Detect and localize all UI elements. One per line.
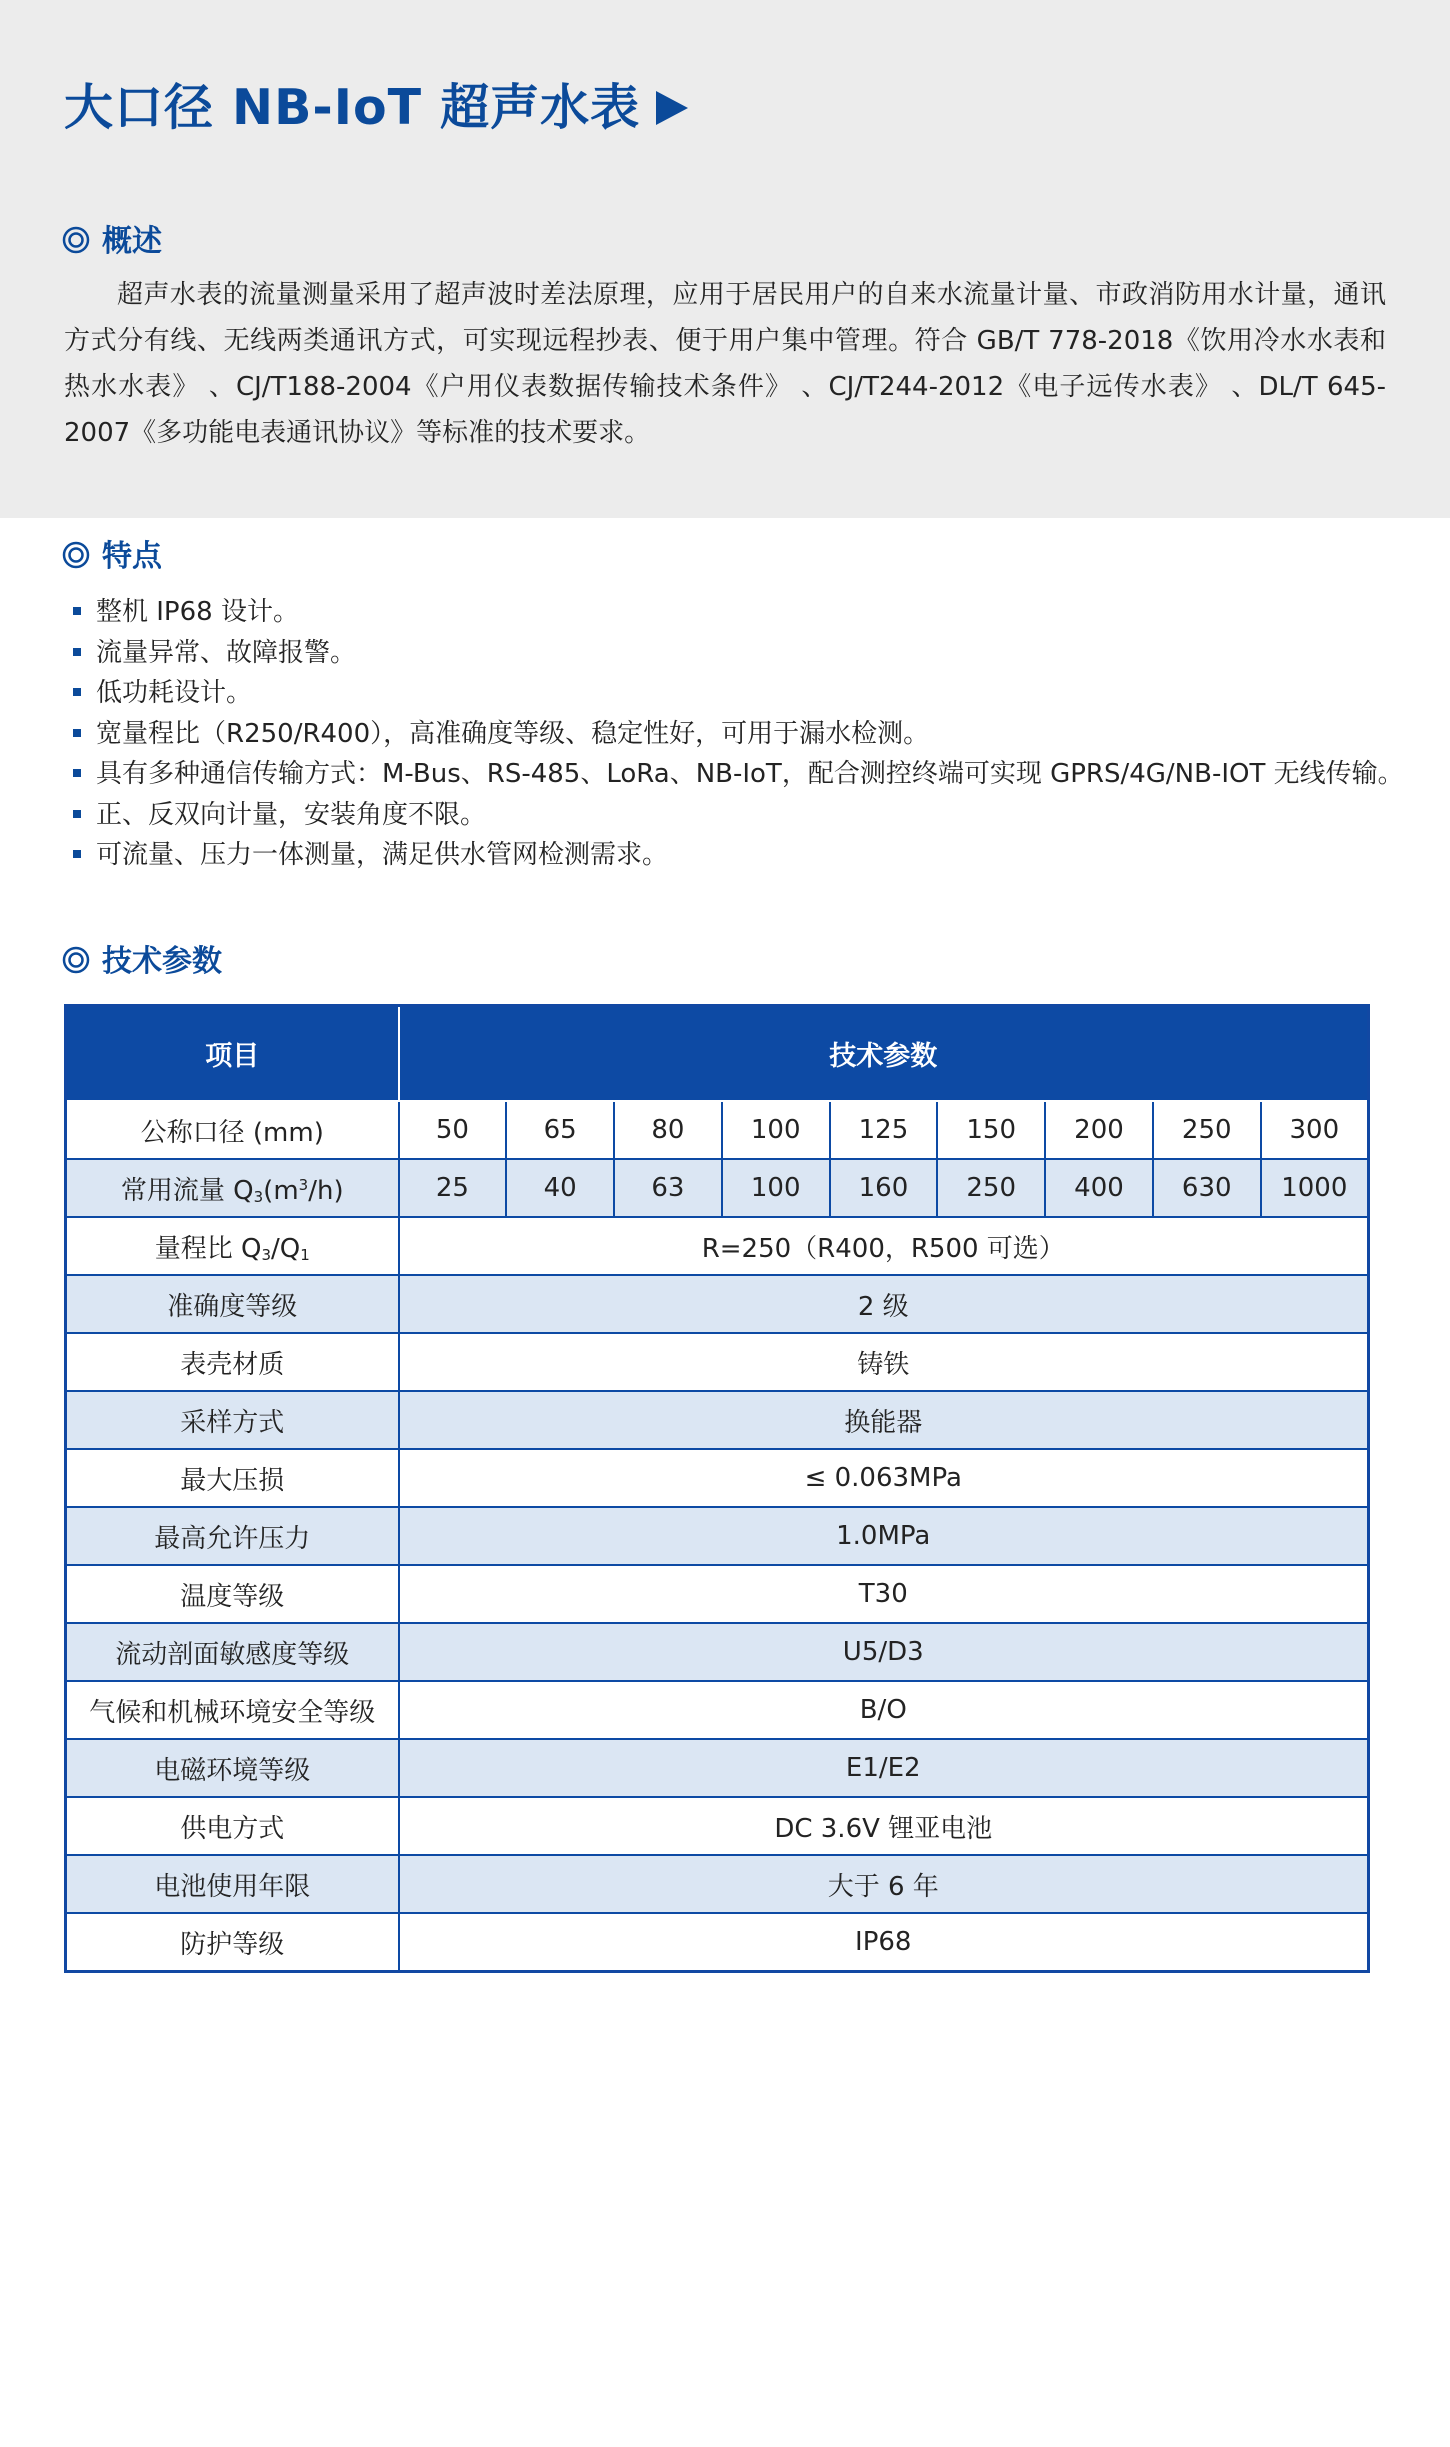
spec-table [64, 1004, 1370, 1973]
row-label: 最高允许压力 [66, 1507, 399, 1565]
table-row [66, 1681, 1369, 1739]
row-label [66, 1159, 399, 1217]
table-row [66, 1565, 1369, 1623]
square-bullet-icon [73, 810, 81, 818]
table-row [66, 1217, 1369, 1275]
table-cell: 300 [1261, 1101, 1369, 1159]
table-cell: ≤ 0.063MPa [399, 1449, 1369, 1507]
table-cell: 2 级 [399, 1275, 1369, 1333]
table-cell: 80 [614, 1101, 722, 1159]
table-cell: 250 [1153, 1101, 1261, 1159]
features-heading [62, 537, 162, 577]
label-superscript: 3 [298, 1175, 309, 1194]
table-row [66, 1159, 1369, 1217]
list-item [64, 795, 1404, 836]
table-row [66, 1797, 1369, 1855]
specs-heading [62, 942, 222, 982]
table-cell: 125 [830, 1101, 938, 1159]
table-cell: 1000 [1261, 1159, 1369, 1217]
table-cell: R=250（R400，R500 可选） [399, 1217, 1369, 1275]
square-bullet-icon [73, 769, 81, 777]
list-item-text: 可流量、压力一体测量，满足供水管网检测需求。 [96, 840, 669, 870]
square-bullet-icon [73, 729, 81, 737]
label-part: /h) [308, 1175, 344, 1206]
double-circle-icon [62, 540, 90, 568]
label-subscript: 1 [300, 1245, 310, 1264]
list-item [64, 754, 1404, 795]
table-cell: 250 [937, 1159, 1045, 1217]
table-cell: 50 [399, 1101, 507, 1159]
features-heading-text: 特点 [102, 539, 162, 574]
list-item-text: 宽量程比（R250/R400），高准确度等级、稳定性好，可用于漏水检测。 [96, 718, 930, 749]
label-part: /Q [271, 1233, 301, 1264]
row-label: 电磁环境等级 [66, 1739, 399, 1797]
double-circle-icon [62, 225, 90, 253]
features-list [64, 592, 1404, 876]
row-label: 供电方式 [66, 1797, 399, 1855]
table-row [66, 1333, 1369, 1391]
row-label: 防护等级 [66, 1913, 399, 1972]
table-cell: T30 [399, 1565, 1369, 1623]
table-row [66, 1449, 1369, 1507]
square-bullet-icon [73, 850, 81, 858]
table-row [66, 1739, 1369, 1797]
square-bullet-icon [73, 648, 81, 656]
row-label: 准确度等级 [66, 1275, 399, 1333]
table-cell: 100 [722, 1101, 830, 1159]
row-label: 公称口径 (mm) [66, 1101, 399, 1159]
column-header-item: 项目 [66, 1006, 399, 1102]
column-header-value: 技术参数 [399, 1006, 1369, 1102]
row-label: 电池使用年限 [66, 1855, 399, 1913]
row-label: 温度等级 [66, 1565, 399, 1623]
list-item [64, 673, 1404, 714]
list-item [64, 714, 1404, 755]
row-label [66, 1217, 399, 1275]
table-cell: 换能器 [399, 1391, 1369, 1449]
overview-text: 超声水表的流量测量采用了超声波时差法原理，应用于居民用户的自来水流量计量、市政消防用水计量，通讯方式分有线、无线两类通讯方式，可实现远程抄表、便于用户集中管理。符合 GB/T 778-2018《饮用冷水水表和热水水表》 、CJ/T188-2004《户用仪表数据传输技术条件》 、CJ/T244-2012《电子远传水表》 、DL/T 645-2007《多功能电表通讯协议》等标准的技术要求。 [64, 280, 1386, 448]
table-row [66, 1391, 1369, 1449]
table-header-row [66, 1006, 1369, 1102]
table-cell: IP68 [399, 1913, 1369, 1972]
table-cell: 400 [1045, 1159, 1153, 1217]
table-cell: U5/D3 [399, 1623, 1369, 1681]
list-item [64, 633, 1404, 674]
table-cell: 160 [830, 1159, 938, 1217]
table-cell: 大于 6 年 [399, 1855, 1369, 1913]
overview-heading-text: 概述 [102, 224, 162, 259]
label-subscript: 3 [253, 1187, 264, 1206]
row-label: 流动剖面敏感度等级 [66, 1623, 399, 1681]
table-row [66, 1623, 1369, 1681]
list-item-text: 流量异常、故障报警。 [96, 637, 357, 668]
table-row [66, 1507, 1369, 1565]
row-label: 气候和机械环境安全等级 [66, 1681, 399, 1739]
list-item-text: 正、反双向计量，安装角度不限。 [96, 799, 487, 830]
table-cell: 200 [1045, 1101, 1153, 1159]
double-circle-icon [62, 945, 90, 973]
square-bullet-icon [73, 607, 81, 615]
table-cell: 630 [1153, 1159, 1261, 1217]
overview-heading [62, 222, 162, 262]
list-item [64, 835, 1404, 876]
table-cell: B/O [399, 1681, 1369, 1739]
label-part: 常用流量 Q [120, 1175, 254, 1206]
square-bullet-icon [73, 688, 81, 696]
label-part: (m [263, 1175, 299, 1206]
list-item-text: 整机 IP68 设计。 [96, 597, 299, 627]
table-row [66, 1101, 1369, 1159]
table-cell: DC 3.6V 锂亚电池 [399, 1797, 1369, 1855]
table-cell: 63 [614, 1159, 722, 1217]
table-cell: 150 [937, 1101, 1045, 1159]
table-row [66, 1913, 1369, 1972]
row-label: 采样方式 [66, 1391, 399, 1449]
list-item [64, 592, 1404, 633]
table-cell: 40 [506, 1159, 614, 1217]
table-row [66, 1855, 1369, 1913]
table-row [66, 1275, 1369, 1333]
label-part: 量程比 Q [154, 1233, 262, 1264]
play-triangle-icon [654, 81, 690, 141]
list-item-text: 具有多种通信传输方式：M-Bus、RS-485、LoRa、NB-IoT，配合测控终端可实现 GPRS/4G/NB-IOT 无线传输。 [96, 759, 1404, 789]
page-title [64, 78, 690, 141]
row-label: 表壳材质 [66, 1333, 399, 1391]
row-label: 最大压损 [66, 1449, 399, 1507]
table-cell: 铸铁 [399, 1333, 1369, 1391]
table-cell: 65 [506, 1101, 614, 1159]
label-subscript: 3 [261, 1245, 271, 1264]
specs-heading-text: 技术参数 [102, 944, 222, 979]
page-title-text: 大口径 NB-IoT 超声水表 [64, 79, 641, 136]
table-cell: 25 [399, 1159, 507, 1217]
table-cell: E1/E2 [399, 1739, 1369, 1797]
table-cell: 100 [722, 1159, 830, 1217]
list-item-text: 低功耗设计。 [96, 678, 253, 708]
table-cell: 1.0MPa [399, 1507, 1369, 1565]
